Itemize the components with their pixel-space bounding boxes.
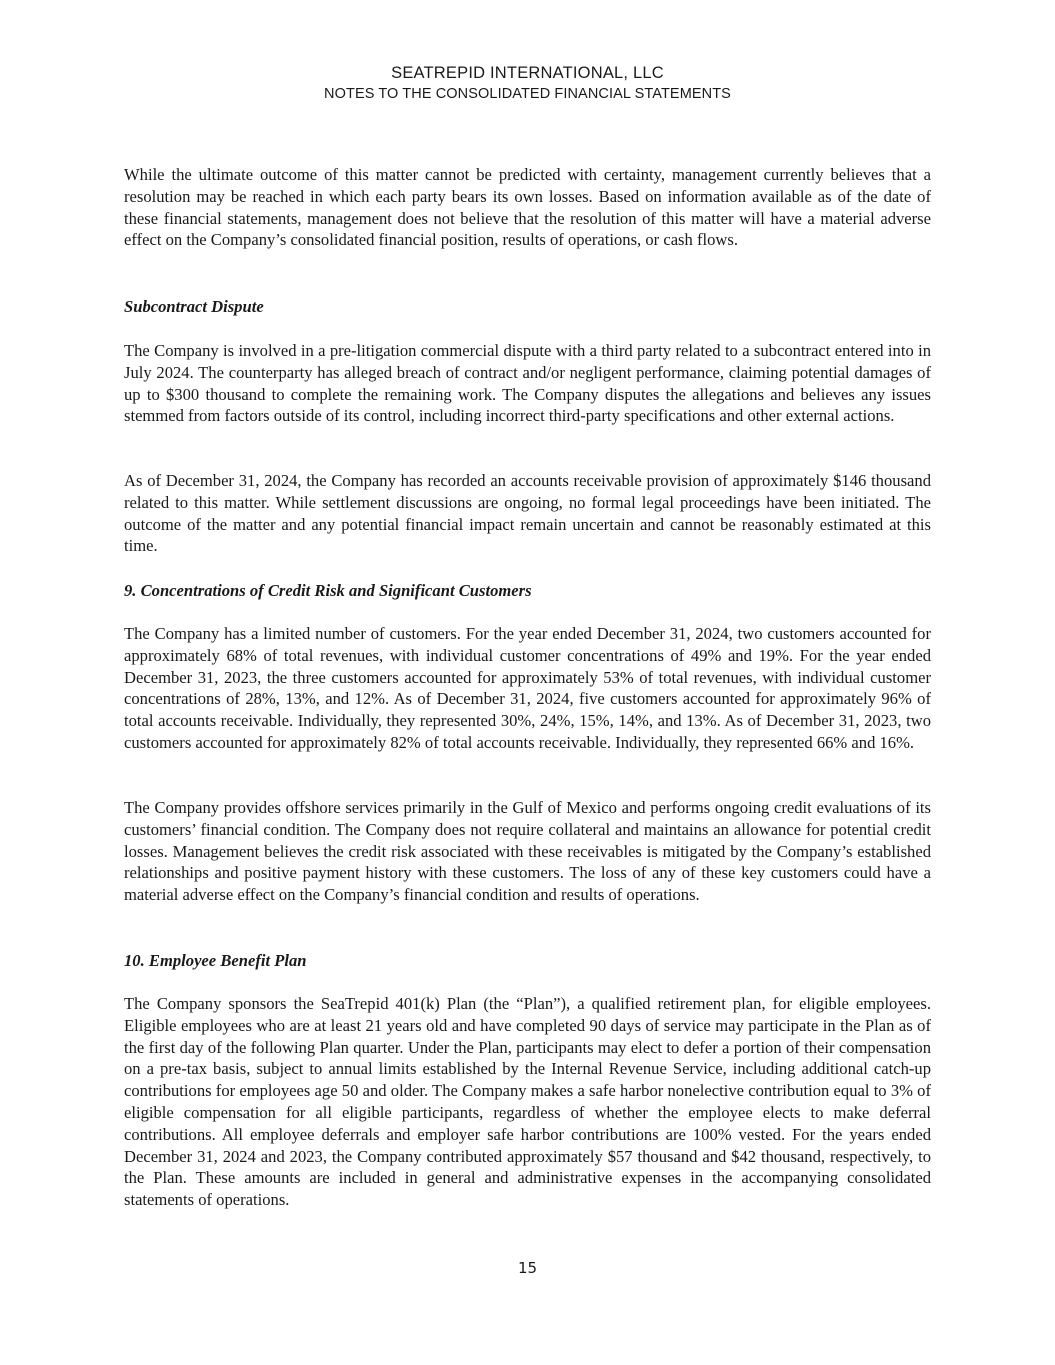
paragraph-receivable-provision: As of December 31, 2024, the Company has recorded an accounts receivable provision of approximately $146 thousand related to this matter. While settlement discussions are ongoing, no formal legal proceedings have been initiated. The outcome of the matter and any potential financial impact remain uncertain and cannot be reasonably estimated at this time. [124,471,931,556]
paragraph-outcome: While the ultimate outcome of this matter cannot be predicted with certainty, management currently believes that a resolution may be reached in which each party bears its own losses. Based on information available as of the date of these financial statements, management does not believe that the resolution of this matter will have a material adverse effect on the Company’s consolidated financial position, results of operations, or cash flows. [124,165,931,250]
statement-subtitle-header: NOTES TO THE CONSOLIDATED FINANCIAL STATEMENTS [324,86,731,102]
heading-subcontract-dispute: Subcontract Dispute [124,297,264,316]
paragraph-subcontract-dispute: The Company is involved in a pre-litigation commercial dispute with a third party related to a subcontract entered into in July 2024. The counterparty has alleged breach of contract and/or negligent performance, claiming potential damages of up to $300 thousand to complete the remaining work. The Company disputes the allegations and believes any issues stemmed from factors outside of its control, including incorrect third-party specifications and other external actions. [124,341,931,426]
paragraph-credit-risk: The Company provides offshore services primarily in the Gulf of Mexico and performs ongoing credit evaluations of its customers’ financial condition. The Company does not require collateral and maintains an allowance for potential credit losses. Management believes the credit risk associated with these receivables is mitigated by the Company’s established relationships and positive payment history with these customers. The loss of any of these key customers could have a material adverse effect on the Company’s financial condition and results of operations. [124,798,931,905]
heading-employee-benefit-plan: 10. Employee Benefit Plan [124,951,307,970]
heading-concentrations: 9. Concentrations of Credit Risk and Significant Customers [124,581,532,600]
company-name-header: SEATREPID INTERNATIONAL, LLC [391,64,664,82]
paragraph-customer-concentrations: The Company has a limited number of customers. For the year ended December 31, 2024, two customers accounted for approximately 68% of total revenues, with individual customer concentrations of 49% and 19%. For the year ended December 31, 2023, the three customers accounted for approximately 53% of total revenues, with individual customer concentrations of 28%, 13%, and 12%. As of December 31, 2024, five customers accounted for approximately 96% of total accounts receivable. Individually, they represented 30%, 24%, 15%, 14%, and 13%. As of December 31, 2023, two customers accounted for approximately 82% of total accounts receivable. Individually, they represented 66% and 16%. [124,624,931,752]
paragraph-401k-plan: The Company sponsors the SeaTrepid 401(k) Plan (the “Plan”), a qualified retirement plan, for eligible employees. Eligible employees who are at least 21 years old and have completed 90 days of service may participate in the Plan as of the first day of the following Plan quarter. Under the Plan, participants may elect to defer a portion of their compensation on a pre-tax basis, subject to annual limits established by the Internal Revenue Service, including additional catch-up contributions for employees age 50 and older. The Company makes a safe harbor nonelective contribution equal to 3% of eligible compensation for all eligible participants, regardless of whether the employee elects to make deferral contributions. All employee deferrals and employer safe harbor contributions are 100% vested. For the years ended December 31, 2024 and 2023, the Company contributed approximately $57 thousand and $42 thousand, respectively, to the Plan. These amounts are included in general and administrative expenses in the accompanying consolidated statements of operations. [124,994,931,1210]
page-number: 15 [517,1259,538,1277]
